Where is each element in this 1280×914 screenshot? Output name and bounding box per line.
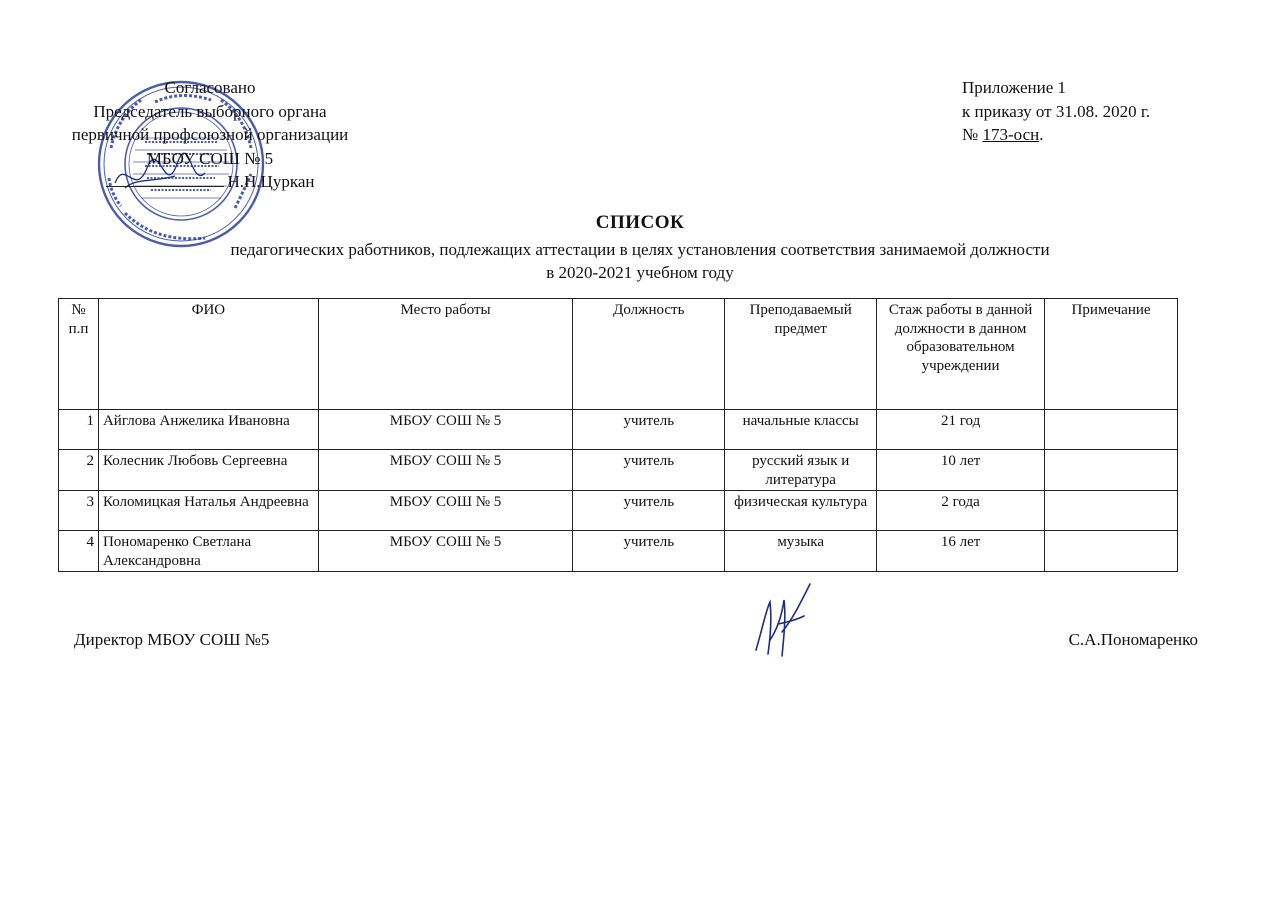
cell-subject: физическая культура [725,491,877,531]
header-num: № п.п [59,299,99,410]
cell-num: 2 [59,450,99,491]
table-row [59,410,1178,450]
cell-position: учитель [573,531,725,572]
cell-note [1045,491,1178,531]
header-fio: ФИО [98,299,318,410]
table-row [59,450,1178,491]
appendix-order: к приказу от 31.08. 2020 г. [962,101,1151,121]
document-title: СПИСОК [595,212,685,233]
header-position: Должность [573,299,725,410]
cell-workplace: МБОУ СОШ № 5 [318,450,573,491]
approval-school: МБОУ СОШ № 5 [146,148,274,168]
cell-note [1045,531,1178,572]
table-header-row [59,299,1178,410]
cell-fio: Колесник Любовь Сергеевна [98,450,318,491]
cell-experience: 21 год [877,410,1045,450]
cell-experience: 16 лет [877,531,1045,572]
appendix-block [962,76,1150,147]
cell-workplace: МБОУ СОШ № 5 [318,410,573,450]
appendix-number-prefix: № [962,125,983,144]
cell-fio: Айглова Анжелика Ивановна [98,410,318,450]
approval-block [30,76,390,194]
cell-subject: начальные классы [725,410,877,450]
director-name: С.А.Пономаренко [1068,630,1198,649]
cell-workplace: МБОУ СОШ № 5 [318,491,573,531]
approval-heading: Согласовано [164,78,256,97]
header-note: Примечание [1045,299,1178,410]
cell-num: 3 [59,491,99,531]
cell-num: 4 [59,531,99,572]
cell-note [1045,450,1178,491]
director-signature-icon [748,580,828,662]
staff-table [58,298,1178,572]
cell-note [1045,410,1178,450]
header-experience: Стаж работы в данной должности в данном образовательном учреждении [877,299,1045,410]
cell-fio: Пономаренко Светлана Александровна [98,531,318,572]
cell-experience: 2 года [877,491,1045,531]
cell-experience: 10 лет [877,450,1045,491]
signature-underline [106,186,224,187]
header-subject: Преподаваемый предмет [725,299,877,410]
cell-num: 1 [59,410,99,450]
cell-position: учитель [573,491,725,531]
cell-workplace: МБОУ СОШ № 5 [318,531,573,572]
appendix-label: Приложение 1 [962,78,1066,97]
appendix-number-value: 173-осн [982,125,1040,144]
appendix-number [962,123,1150,147]
cell-subject: музыка [725,531,877,572]
cell-fio: Коломицкая Наталья Андреевна [98,491,318,531]
approval-signature-line [30,170,390,194]
subtitle-line-2: в 2020-2021 учебном году [546,263,734,282]
approval-signer-name: Н.Н.Цуркан [227,172,315,191]
cell-position: учитель [573,450,725,491]
approval-position: Председатель выборного органа [93,101,327,121]
subtitle-line-1: педагогических работников, подлежащих аттестации в целях установления соответствия занимаемой должности [230,240,1050,259]
cell-subject: русский язык и литература [725,450,877,491]
director-title: Директор МБОУ СОШ №5 [74,630,270,649]
appendix-number-suffix: . [1039,125,1044,144]
cell-position: учитель [573,410,725,450]
approval-organization: первичной профсоюзной организации [71,125,349,144]
table-row [59,531,1178,572]
header-workplace: Место работы [318,299,573,410]
table-row [59,491,1178,531]
